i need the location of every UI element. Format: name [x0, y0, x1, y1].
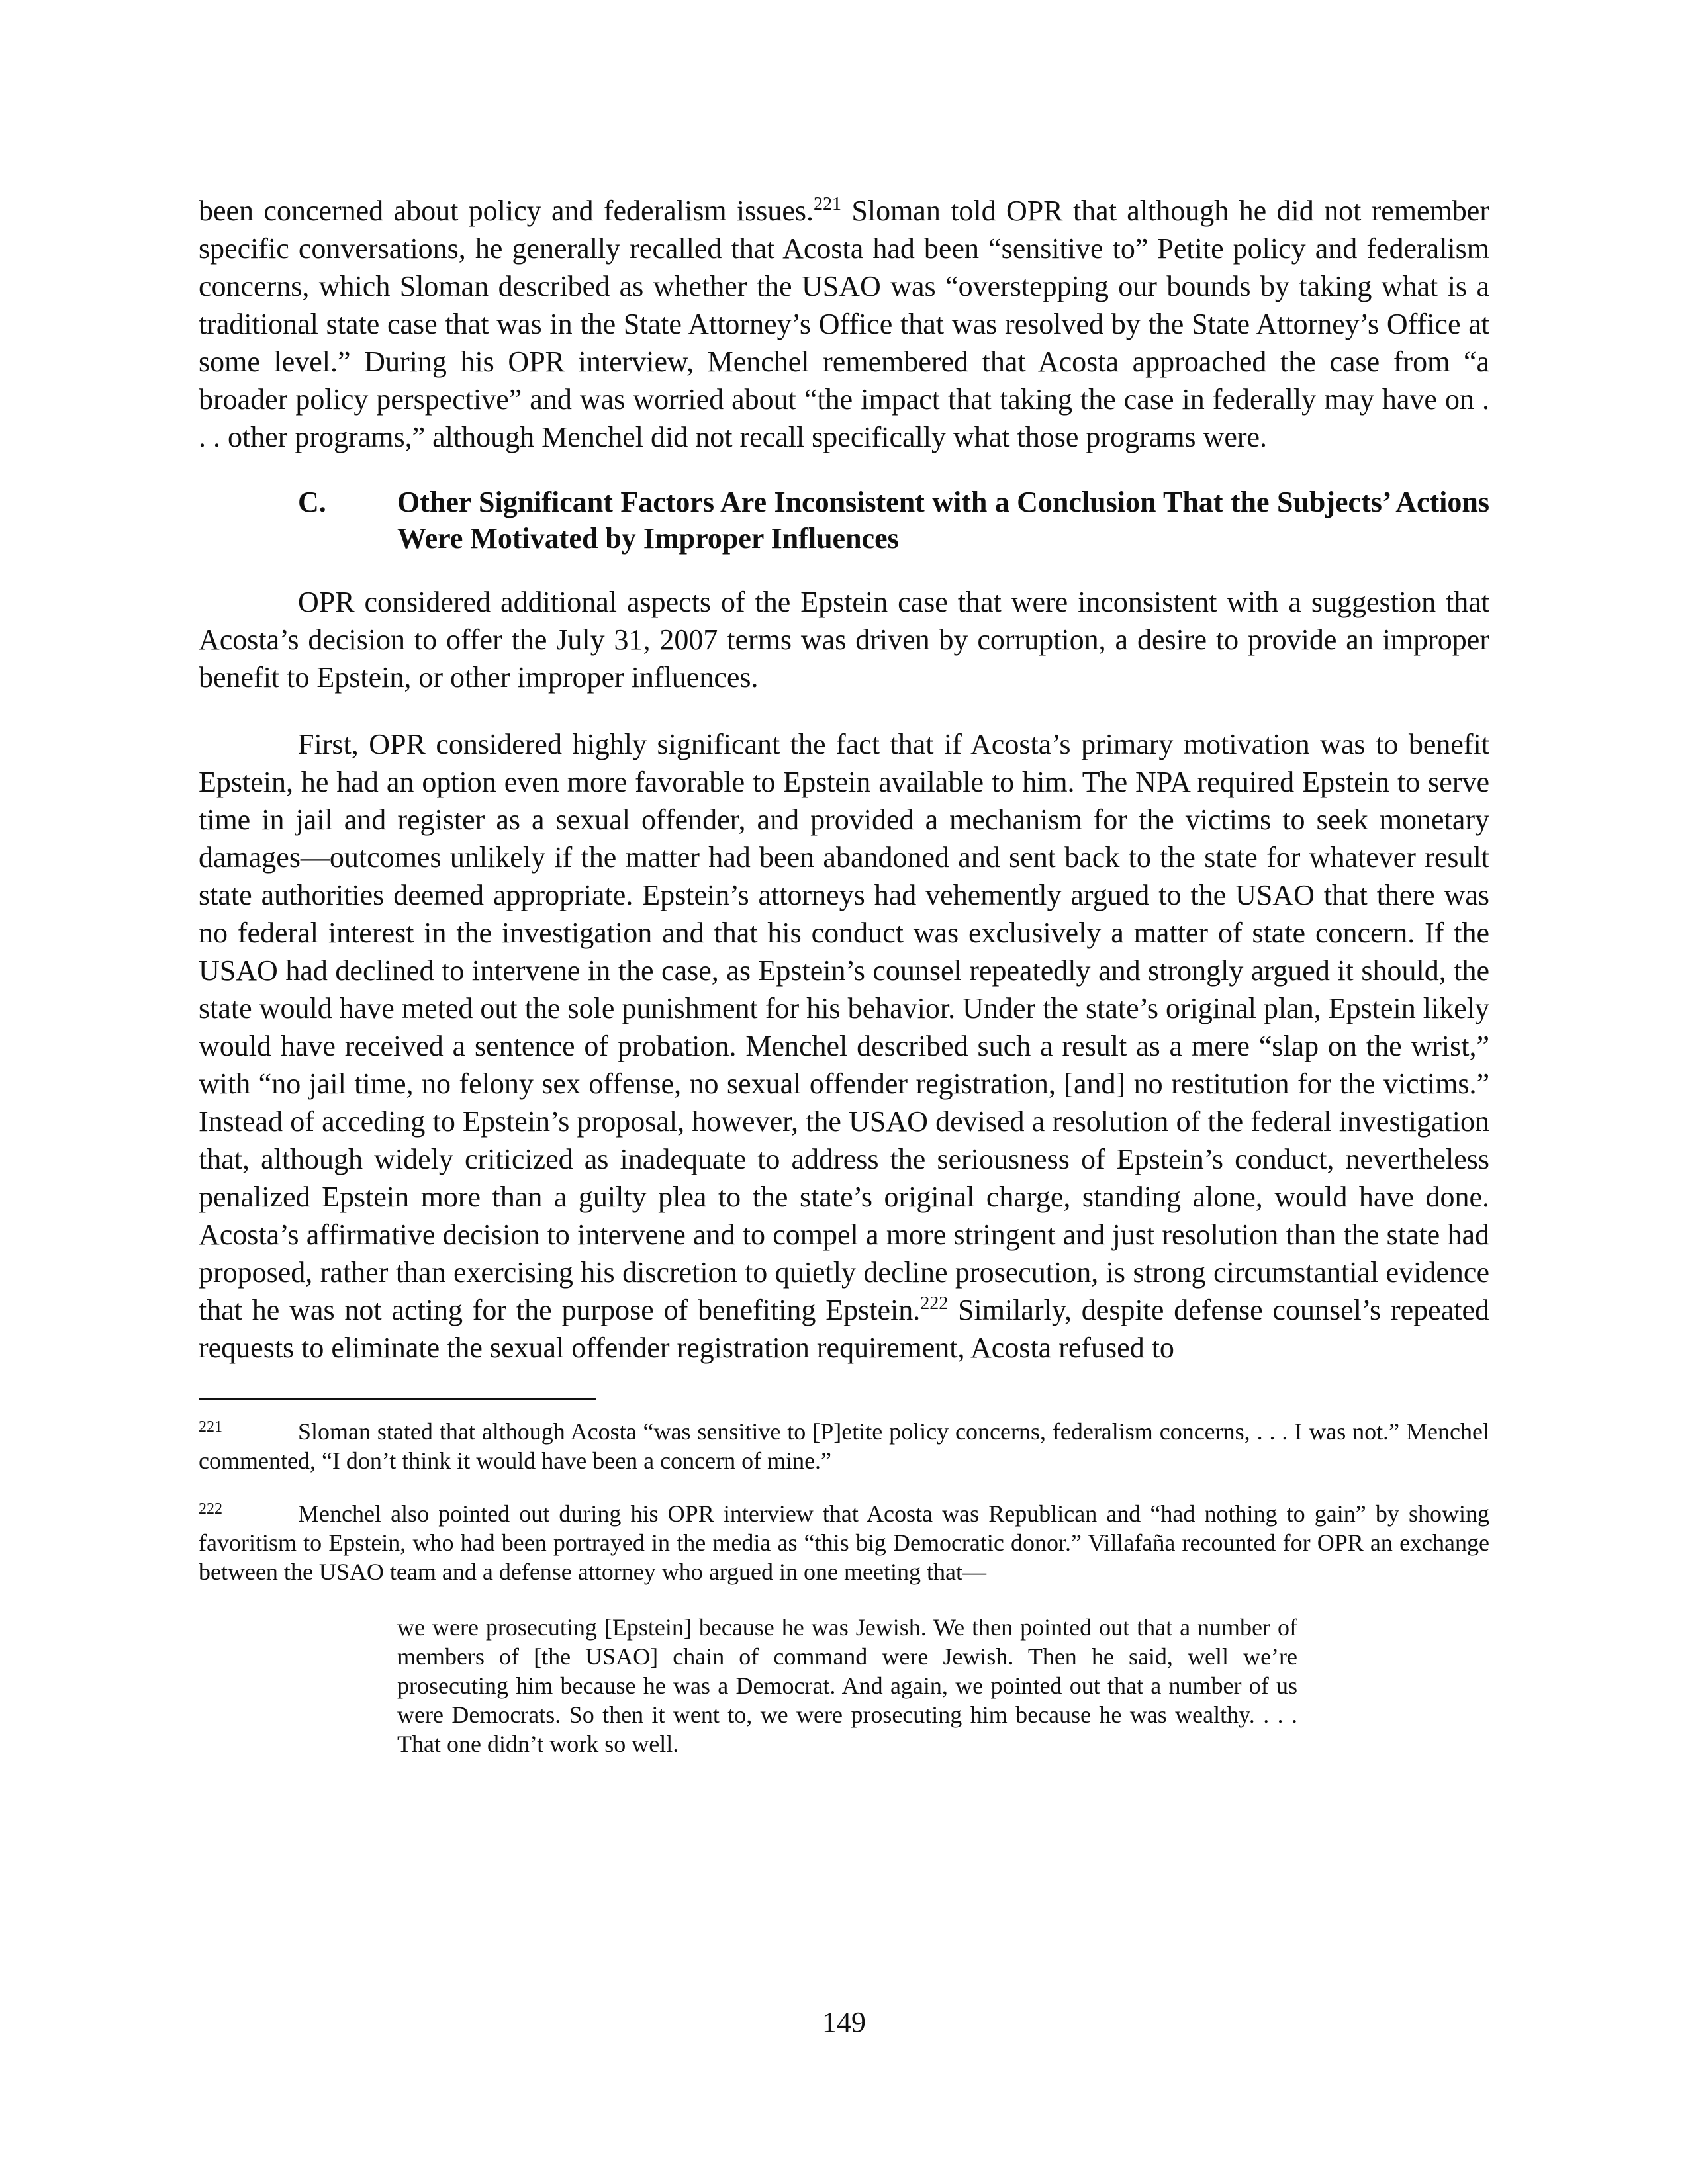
- paragraph-text: Sloman told OPR that although he did not remember specific conversations, he generally recalled that Acosta had been “sensitive to” Petite policy and federalism concerns, which Sloman described as whether the USAO was “overstepping our bounds by taking what is a traditional state case that was in the State Attorney’s Office that was resolved by the State Attorney’s Office at some level.” During his OPR interview, Menchel remembered that Acosta approached the case from “a broader policy perspective” and was worried about “the impact that taking the case in federally may have on . . . other programs,” although Menchel did not recall specifically what those programs were.: [199, 195, 1489, 453]
- paragraph-text: First, OPR considered highly significant the fact that if Acosta’s primary motivation was to benefit Epstein, he had an option even more favorable to Epstein available to him. The NPA required Epstein to serve time in jail and register as a sexual offender, and provided a mechanism for the victims to seek monetary damages—outcomes unlikely if the matter had been abandoned and sent back to the state for whatever result state authorities deemed appropriate. Epstein’s attorneys had vehemently argued to the USAO that there was no federal interest in the investigation and that his conduct was exclusively a matter of state concern. If the USAO had declined to intervene in the case, as Epstein’s counsel repeatedly and strongly argued it should, the state would have meted out the sole punishment for his behavior. Under the state’s original plan, Epstein likely would have received a sentence of probation. Menchel described such a result as a mere “slap on the wrist,” with “no jail time, no felony sex offense, no sexual offender registration, [and] no restitution for the victims.” Instead of acceding to Epstein’s proposal, however, the USAO devised a resolution of the federal investigation that, although widely criticized as inadequate to address the seriousness of Epstein’s conduct, nevertheless penalized Epstein more than a guilty plea to the state’s original charge, standing alone, would have done. Acosta’s affirmative decision to intervene and to compel a more stringent and just resolution than the state had proposed, rather than exercising his discretion to quietly decline prosecution, is strong circumstantial evidence that he was not acting for the purpose of benefiting Epstein.: [199, 728, 1489, 1326]
- footnote-ref-221[interactable]: 221: [814, 194, 842, 214]
- footnote-text: Menchel also pointed out during his OPR interview that Acosta was Republican and “had nothing to gain” by showing favoritism to Epstein, who had been portrayed in the media as “this big Democratic donor.” Villafaña recounted for OPR an exchange between the USAO team and a defense attorney who argued in one meeting that—: [199, 1500, 1489, 1585]
- footnote-divider: [199, 1398, 596, 1400]
- footnote-ref-222[interactable]: 222: [920, 1293, 949, 1314]
- section-heading: [199, 484, 1489, 557]
- page-number: 149: [822, 2006, 866, 2038]
- footnote-text: Sloman stated that although Acosta “was sensitive to [P]etite policy concerns, federalism concerns, . . . I was not.” Menchel commented, “I don’t think it would have been a concern of mine.”: [199, 1418, 1489, 1474]
- body-paragraph-3: [199, 725, 1489, 1367]
- footnote-block-quote: we were prosecuting [Epstein] because he was Jewish. We then pointed out that a number of members of [the USAO] chain of command were Jewish. Then he said, well we’re prosecuting him because he was a Democrat. And again, we pointed out that a number of us were Democrats. So then it went to, we were prosecuting him because he was wealthy. . . . That one didn’t work so well.: [397, 1614, 1297, 1757]
- document-page: [199, 192, 1489, 1758]
- footnote-221: 221 Sloman stated that although Acosta “was sensitive to [P]etite policy concerns, federalism concerns, . . . I was not.” Menchel commented, “I don’t think it would have been a concern of mine.”: [199, 1418, 1489, 1474]
- body-paragraph-2: OPR considered additional aspects of the Epstein case that were inconsistent with a suggestion that Acosta’s decision to offer the July 31, 2007 terms was driven by corruption, a desire to provide an improper benefit to Epstein, or other improper influences.: [199, 586, 1489, 694]
- paragraph-text: Similarly, despite defense counsel’s repeated requests to eliminate the sexual offender registration requirement, Acosta refused to: [199, 1294, 1489, 1364]
- body-paragraph-1: [199, 192, 1489, 456]
- paragraph-text: been concerned about policy and federalism issues.: [199, 195, 814, 227]
- section-title: Other Significant Factors Are Inconsistent with a Conclusion That the Subjects’ Actions Were Motivated by Improper Influences: [397, 486, 1489, 555]
- footnote-222: 222 Menchel also pointed out during his OPR interview that Acosta was Republican and “had nothing to gain” by showing favoritism to Epstein, who had been portrayed in the media as “this big Democratic donor.” Villafaña recounted for OPR an exchange between the USAO team and a defense attorney who argued in one meeting that—: [199, 1500, 1489, 1585]
- section-letter: C.: [298, 486, 326, 518]
